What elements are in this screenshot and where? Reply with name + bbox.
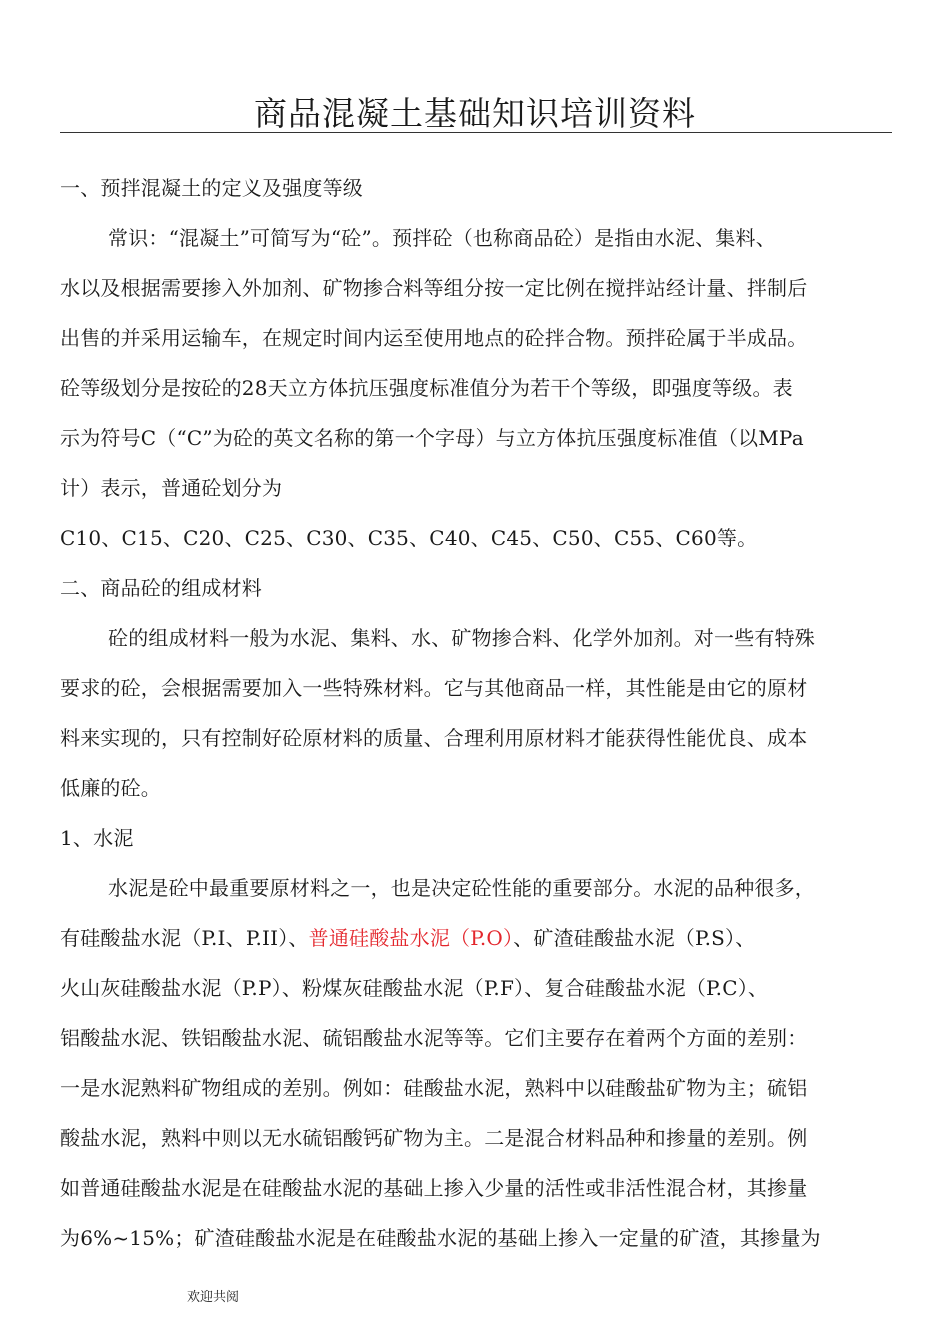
paragraph-line: 为6%~15%；矿渣硅酸盐水泥是在硅酸盐水泥的基础上掺入一定量的矿渣，其掺量为 — [60, 1226, 821, 1250]
paragraph-line: 砼等级划分是按砼的28天立方体抗压强度标准值分为若干个等级，即强度等级。表 — [60, 376, 793, 400]
footer-note: 欢迎共阅 — [187, 1290, 240, 1305]
title-underline — [60, 132, 892, 133]
paragraph-line: 如普通硅酸盐水泥是在硅酸盐水泥的基础上掺入少量的活性或非活性混合材，其掺量 — [60, 1176, 808, 1200]
paragraph-line: 火山灰硅酸盐水泥（P.P）、粉煤灰硅酸盐水泥（P.F）、复合硅酸盐水泥（P.C）、 — [60, 976, 769, 1000]
text-span: 、矿渣硅酸盐水泥（P.S）、 — [513, 926, 756, 950]
paragraph-line: 铝酸盐水泥、铁铝酸盐水泥、硫铝酸盐水泥等等。它们主要存在着两个方面的差别： — [60, 1026, 808, 1050]
paragraph-line: 计）表示，普通砼划分为 — [60, 476, 283, 500]
paragraph-line: 水泥是砼中最重要原材料之一，也是决定砼性能的重要部分。水泥的品种很多， — [108, 876, 815, 900]
highlighted-cement-type: 普通硅酸盐水泥（P.O） — [308, 926, 514, 950]
paragraph-line: 示为符号C（“C”为砼的英文名称的第一个字母）与立方体抗压强度标准值（以MPa — [60, 426, 804, 450]
section-2-heading: 二、商品砼的组成材料 — [60, 576, 262, 600]
paragraph-line: 料来实现的，只有控制好砼原材料的质量、合理利用原材料才能获得性能优良、成本 — [60, 726, 808, 750]
section-1-heading: 一、预拌混凝土的定义及强度等级 — [60, 176, 363, 200]
paragraph-line: 酸盐水泥，熟料中则以无水硫铝酸钙矿物为主。二是混合材料品种和掺量的差别。例 — [60, 1126, 808, 1150]
document-title: 商品混凝土基础知识培训资料 — [254, 94, 696, 133]
paragraph-line: 出售的并采用运输车，在规定时间内运至使用地点的砼拌合物。预拌砼属于半成品。 — [60, 326, 808, 350]
paragraph-line: 砼的组成材料一般为水泥、集料、水、矿物掺合料、化学外加剂。对一些有特殊 — [108, 626, 815, 650]
paragraph-line-with-highlight — [60, 923, 755, 953]
subsection-cement-heading: 1、水泥 — [60, 826, 134, 850]
strength-grades-line: C10、C15、C20、C25、C30、C35、C40、C45、C50、C55、C60等。 — [60, 526, 758, 550]
paragraph-line: 水以及根据需要掺入外加剂、矿物掺合料等组分按一定比例在搅拌站经计量、拌制后 — [60, 276, 808, 300]
paragraph-line: 低廉的砼。 — [60, 776, 161, 800]
paragraph-line: 一是水泥熟料矿物组成的差别。例如：硅酸盐水泥，熟料中以硅酸盐矿物为主；硫铝 — [60, 1076, 808, 1100]
paragraph-line: 常识：“混凝土”可简写为“砼”。预拌砼（也称商品砼）是指由水泥、集料、 — [108, 226, 776, 250]
text-span: 有硅酸盐水泥（P.I、P.II）、 — [60, 926, 309, 950]
paragraph-line: 要求的砼，会根据需要加入一些特殊材料。它与其他商品一样，其性能是由它的原材 — [60, 676, 808, 700]
